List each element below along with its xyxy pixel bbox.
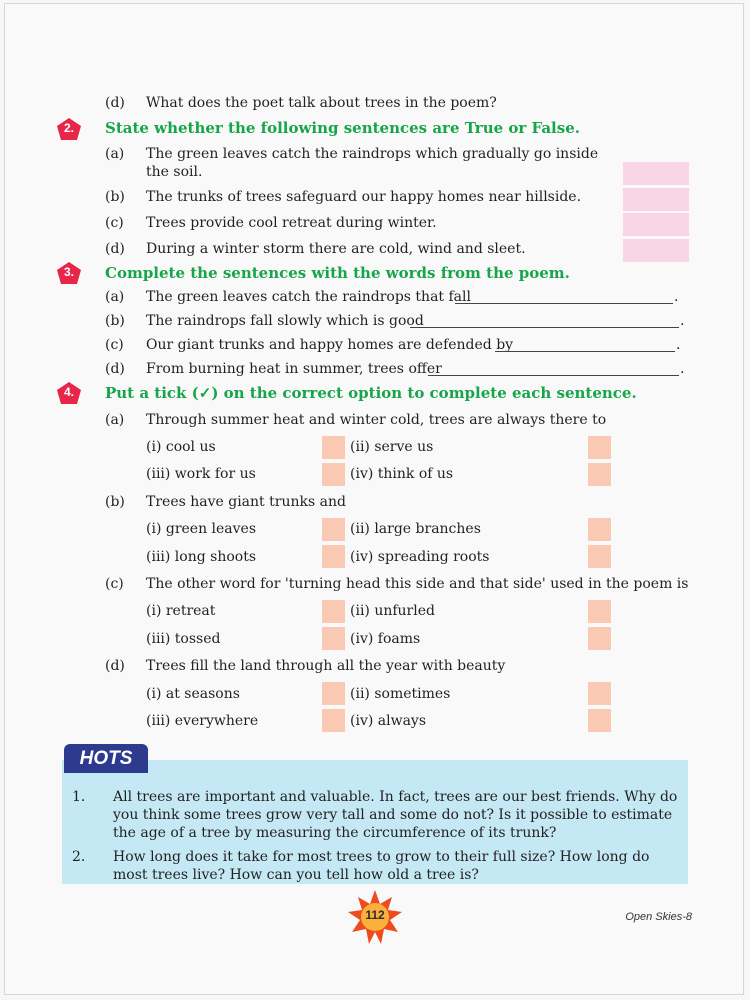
q2-d-text: During a winter storm there are cold, wind and sleet. (146, 241, 526, 257)
q4-number-badge (57, 382, 81, 404)
q3-d-label: (d) (105, 361, 125, 377)
q3-c-blank[interactable] (495, 351, 675, 352)
q4-c-text: The other word for 'turning head this side and that side' used in the poem is (146, 576, 689, 592)
q4-b-tick-box-1[interactable] (322, 518, 345, 541)
q4-b-option-4: (iv) spreading roots (350, 549, 490, 565)
q3-c-label: (c) (105, 337, 124, 353)
q2-c-text: Trees provide cool retreat during winter. (146, 215, 437, 231)
q3-b-end: . (680, 313, 685, 329)
q2-b-answer-box[interactable] (623, 188, 689, 211)
q4-d-option-1: (i) at seasons (146, 686, 240, 702)
hots-item-2-text: How long does it take for most trees to grow to their full size? How long do most trees live? How can you tell how old a tree is? (113, 849, 650, 883)
q3-d-blank[interactable] (428, 375, 679, 376)
q4-a-option-3: (iii) work for us (146, 466, 256, 482)
q4-c-option-3: (iii) tossed (146, 631, 221, 647)
q4-a-tick-box-3[interactable] (322, 463, 345, 486)
q3-d-end: . (680, 361, 685, 377)
q2-a-label: (a) (105, 146, 125, 162)
q4-a-tick-box-2[interactable] (588, 436, 611, 459)
q4-heading: Put a tick (✓) on the correct option to complete each sentence. (105, 384, 637, 402)
q4-b-option-2: (ii) large branches (350, 521, 481, 537)
q4-a-option-2: (ii) serve us (350, 439, 434, 455)
q2-number-badge (57, 118, 81, 140)
q3-heading: Complete the sentences with the words from the poem. (105, 264, 570, 282)
q4-b-label: (b) (105, 494, 125, 510)
q2-heading: State whether the following sentences are True or False. (105, 119, 580, 137)
q2-b-text: The trunks of trees safeguard our happy homes near hillside. (146, 189, 582, 205)
q4-d-tick-box-3[interactable] (322, 709, 345, 732)
page-number-star (347, 889, 403, 945)
q4-b-text: Trees have giant trunks and (146, 494, 346, 510)
q3-d-text: From burning heat in summer, trees offer (146, 361, 442, 377)
q4-d-label: (d) (105, 658, 125, 674)
q2-b-label: (b) (105, 189, 125, 205)
q4-d-option-4: (iv) always (350, 713, 427, 729)
q4-a-tick-box-4[interactable] (588, 463, 611, 486)
q4-d-tick-box-4[interactable] (588, 709, 611, 732)
q1-item-text: What does the poet talk about trees in the poem? (146, 95, 497, 111)
q3-c-end: . (676, 337, 681, 353)
q4-a-text: Through summer heat and winter cold, trees are always there to (146, 412, 607, 428)
hots-tab (64, 744, 148, 773)
q2-d-label: (d) (105, 241, 125, 257)
q4-a-label: (a) (105, 412, 125, 428)
q4-b-tick-box-3[interactable] (322, 545, 345, 568)
hots-title: HOTS (79, 748, 133, 769)
q4-c-tick-box-2[interactable] (588, 600, 611, 623)
q4-b-option-1: (i) green leaves (146, 521, 257, 537)
hots-item-1-number: 1. (72, 789, 86, 805)
q4-c-label: (c) (105, 576, 124, 592)
q2-a-text-line2: the soil. (146, 164, 203, 180)
q3-a-label: (a) (105, 289, 125, 305)
q4-c-tick-box-1[interactable] (322, 600, 345, 623)
q4-c-tick-box-4[interactable] (588, 627, 611, 650)
q3-b-text: The raindrops fall slowly which is good (146, 313, 424, 329)
q1-item-label: (d) (105, 95, 125, 111)
q4-b-tick-box-2[interactable] (588, 518, 611, 541)
q4-d-option-3: (iii) everywhere (146, 713, 259, 729)
q4-c-option-2: (ii) unfurled (350, 603, 435, 619)
q3-c-text: Our giant trunks and happy homes are defended by (146, 337, 514, 353)
q4-d-tick-box-2[interactable] (588, 682, 611, 705)
q4-b-option-3: (iii) long shoots (146, 549, 257, 565)
q2-a-answer-box[interactable] (623, 162, 689, 185)
q4-c-option-4: (iv) foams (350, 631, 421, 647)
q4-a-option-1: (i) cool us (146, 439, 216, 455)
q2-c-answer-box[interactable] (623, 213, 689, 236)
hots-item-1-text: All trees are important and valuable. In fact, trees are our best friends. Why do you think some trees grow very tall and some do not? Is it possible to estimate the age of a tree by measuring the circumference of its trunk? (113, 789, 678, 841)
q4-a-option-4: (iv) think of us (350, 466, 454, 482)
q4-c-tick-box-3[interactable] (322, 627, 345, 650)
q3-a-blank[interactable] (455, 303, 673, 304)
q4-d-text: Trees fill the land through all the year with beauty (146, 658, 506, 674)
book-title: Open Skies-8 (625, 911, 692, 923)
q4-a-tick-box-1[interactable] (322, 436, 345, 459)
q3-b-label: (b) (105, 313, 125, 329)
q4-d-tick-box-1[interactable] (322, 682, 345, 705)
q2-a-text-line1: The green leaves catch the raindrops which gradually go inside (146, 146, 599, 162)
q4-d-option-2: (ii) sometimes (350, 686, 451, 702)
q4-number: 4. (63, 385, 74, 399)
q2-number: 2. (63, 121, 74, 135)
q4-c-option-1: (i) retreat (146, 603, 216, 619)
q2-c-label: (c) (105, 215, 124, 231)
q3-a-end: . (674, 289, 679, 305)
q3-number-badge (57, 262, 81, 284)
page-number: 112 (365, 908, 385, 922)
q3-a-text: The green leaves catch the raindrops that fall (146, 289, 471, 305)
q4-b-tick-box-4[interactable] (588, 545, 611, 568)
q3-b-blank[interactable] (410, 327, 679, 328)
hots-item-2-number: 2. (72, 849, 86, 865)
q3-number: 3. (63, 265, 74, 279)
q2-d-answer-box[interactable] (623, 239, 689, 262)
